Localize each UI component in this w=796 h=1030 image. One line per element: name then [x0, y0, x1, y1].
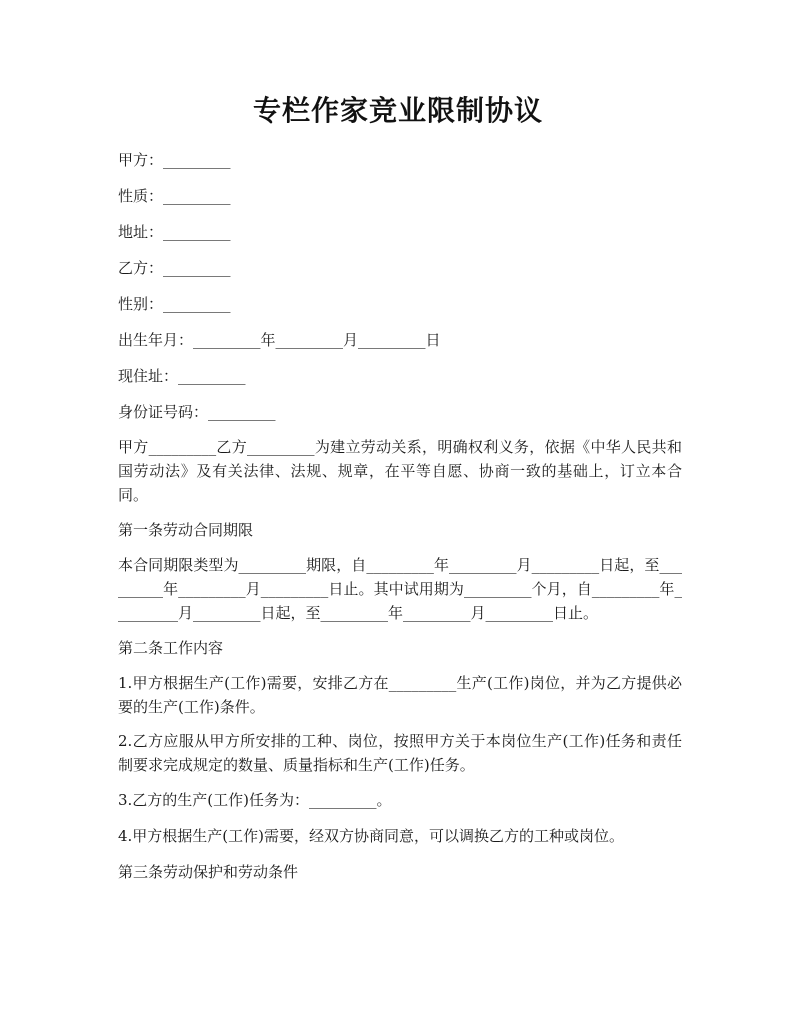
work-content-item-3: 3.乙方的生产(工作)任务为：_________。: [118, 791, 392, 809]
document-title: 专栏作家竞业限制协议: [252, 94, 543, 127]
party-b-field: 乙方：_________: [118, 259, 231, 277]
document-body: [118, 147, 682, 895]
work-content-item-2: 2.乙方应服从甲方所安排的工种、岗位，按照甲方关于本岗位生产(工作)任务和责任制要求完成规定的数量、质量指标和生产(工作)任务。: [118, 732, 682, 774]
current-address-field: 现住址：_________: [118, 367, 246, 385]
nature-field: 性质：_________: [118, 187, 231, 205]
section-heading-3: 第三条劳动保护和劳动条件: [118, 863, 299, 881]
contract-term-paragraph: 本合同期限类型为_________期限，自_________年_________月_________日起，至_________年_________月_________日止。其中试用期为_________个月，自_________年_________月_________日起，至_________年_________月_________日止。: [118, 556, 682, 622]
birth-date-field: 出生年月：_________年_________月_________日: [118, 331, 441, 349]
party-a-field: 甲方：_________: [118, 151, 231, 169]
work-content-item-1: 1.甲方根据生产(工作)需要，安排乙方在_________生产(工作)岗位，并为乙方提供必要的生产(工作)条件。: [118, 674, 682, 716]
address-field: 地址：_________: [118, 223, 231, 241]
section-heading-1: 第一条劳动合同期限: [118, 521, 254, 539]
section-heading-2: 第二条工作内容: [118, 639, 224, 657]
preamble-paragraph: 甲方_________乙方_________为建立劳动关系，明确权利义务，依据《中华人民共和国劳动法》及有关法律、法规、规章，在平等自愿、协商一致的基础上，订立本合同。: [118, 438, 682, 504]
gender-field: 性别：_________: [118, 295, 231, 313]
work-content-item-4: 4.甲方根据生产(工作)需要，经双方协商同意，可以调换乙方的工种或岗位。: [118, 827, 625, 845]
id-number-field: 身份证号码：_________: [118, 403, 276, 421]
